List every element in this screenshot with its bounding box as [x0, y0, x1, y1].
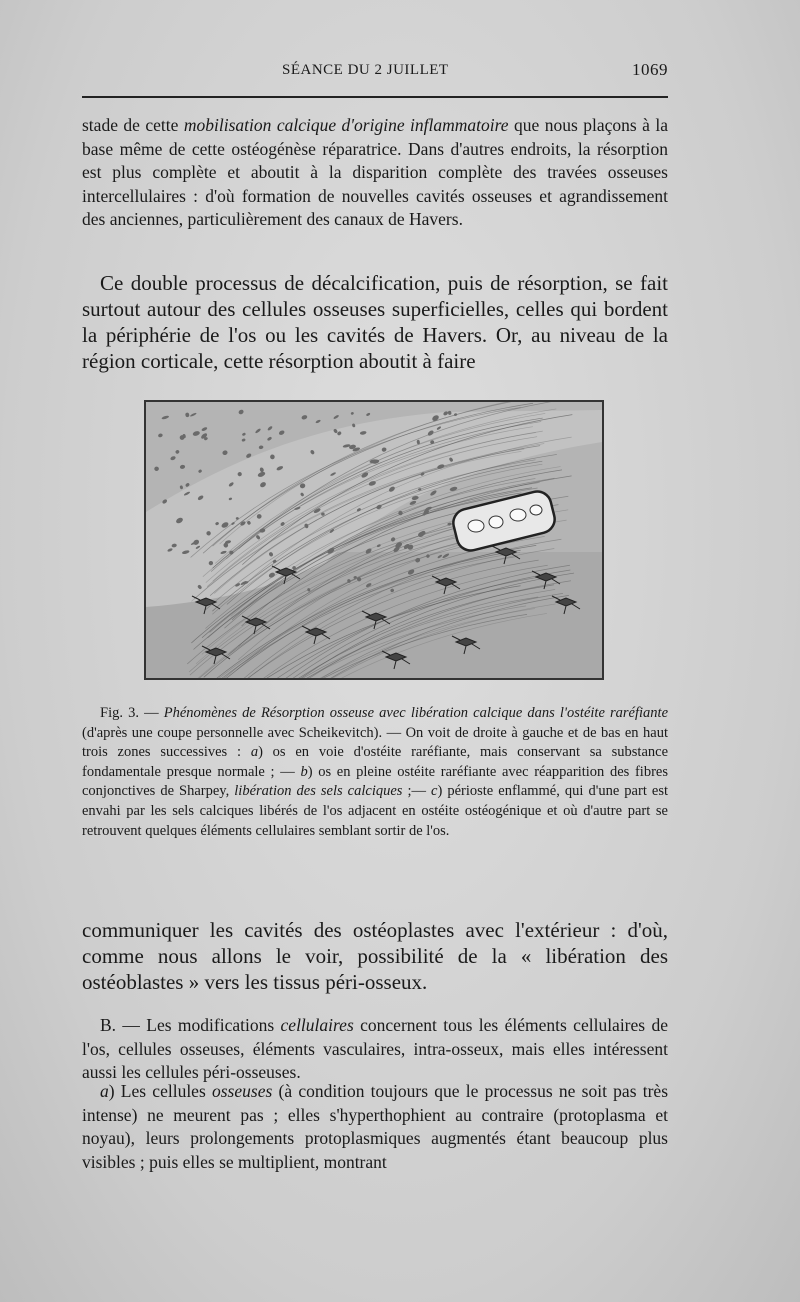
figure-label: Fig. 3. — — [100, 705, 164, 721]
paragraph-2: Ce double processus de décalcification, puis de résorption, se fait surtout autour des cellules osseuses superficielles, celles qui bordent la périphérie de l'os ou les cavités de Havers. Or, au niveau de la région corticale, cette résorption aboutit à faire — [82, 271, 668, 373]
running-title: SÉANCE DU 2 JUILLET — [282, 62, 449, 78]
caption-text-1: (d'après une coupe personnelle avec Scheikevitch). — On voit de droite à gauche et de bas en haut trois zones successives : — [82, 724, 668, 761]
paragraph-5-item: a — [100, 1081, 109, 1101]
caption-text-4: ;— — [402, 783, 432, 800]
caption-item-a: a — [250, 744, 259, 761]
caption-item-c: c — [431, 783, 438, 800]
page-header — [82, 58, 668, 84]
caption-text-3: ) os en pleine ostéite raréfiante avec réapparition des fibres conjonctives de Sharpey, — [82, 763, 668, 800]
paragraph-4 — [82, 1014, 668, 1085]
paragraph-5-emphasis: osseuses — [212, 1081, 273, 1101]
paragraph-5-text-a: ) Les cellules — [108, 1081, 212, 1101]
paragraph-4-emphasis: cellulaires — [280, 1015, 354, 1035]
page-number: 1069 — [632, 60, 668, 79]
paragraph-1-emphasis: mobilisation calcique d'origine inflammatoire — [183, 115, 509, 135]
caption-item-b: b — [300, 763, 308, 780]
paragraph-1 — [82, 114, 668, 232]
paragraph-4-text: concernent tous les éléments cellulaires de l'os, cellules osseuses, éléments vasculaires, intra-osseux, mais elles intéressent aussi les cellules péri-osseuses. — [82, 1015, 668, 1082]
paragraph-4-label: B. — Les modifications — [100, 1015, 281, 1035]
paragraph-3: communiquer les cavités des ostéoplastes avec l'extérieur : d'où, comme nous allons le voir, possibilité de la « libération des ostéoblastes » vers les tissus péri-osseux. — [82, 918, 668, 994]
figure-title: Phénomènes de Résorption osseuse avec libération calcique dans l'ostéite raréfiante — [163, 705, 669, 721]
histology-figure — [144, 400, 604, 680]
paragraph-5 — [82, 1080, 668, 1174]
paragraph-1-text-b: que nous plaçons à la base même de cette ostéogénèse réparatrice. Dans d'autres endroits, la résorption est plus complète et aboutit à la disparition complète des travées osseuses intercellulaires : d'où formation de nouvelles cavités osseuses et agrandissement des anciennes, particulièrement des canaux de Havers. — [82, 115, 668, 229]
bone-section-illustration — [146, 402, 602, 678]
figure-caption — [82, 704, 668, 841]
header-rule — [82, 96, 668, 98]
caption-text-2: ) os en voie d'ostéite raréfiante, mais conservant sa substance fondamentale presque normale ; — — [82, 744, 669, 780]
caption-text-5: ) périoste enflammé, qui d'une part est envahi par les sels calciques libérés de l'os adjacent en ostéite ostéogénique et où d'autre part se retrouvent quelques éléments cellulaires semblant sortir de l'os. — [82, 783, 668, 839]
caption-emphasis: libération des sels calciques — [234, 783, 403, 800]
paragraph-1-text-a: stade de cette — [82, 115, 184, 135]
paragraph-5-text-b: (à condition toujours que le processus ne soit pas très intense) ne meurent pas ; elles s'hyperthophient au contraire (protoplasma et noyau), leurs prolongements protoplasmiques augmentés étant beaucoup plus visibles ; puis elles se multiplient, montrant — [82, 1081, 668, 1172]
